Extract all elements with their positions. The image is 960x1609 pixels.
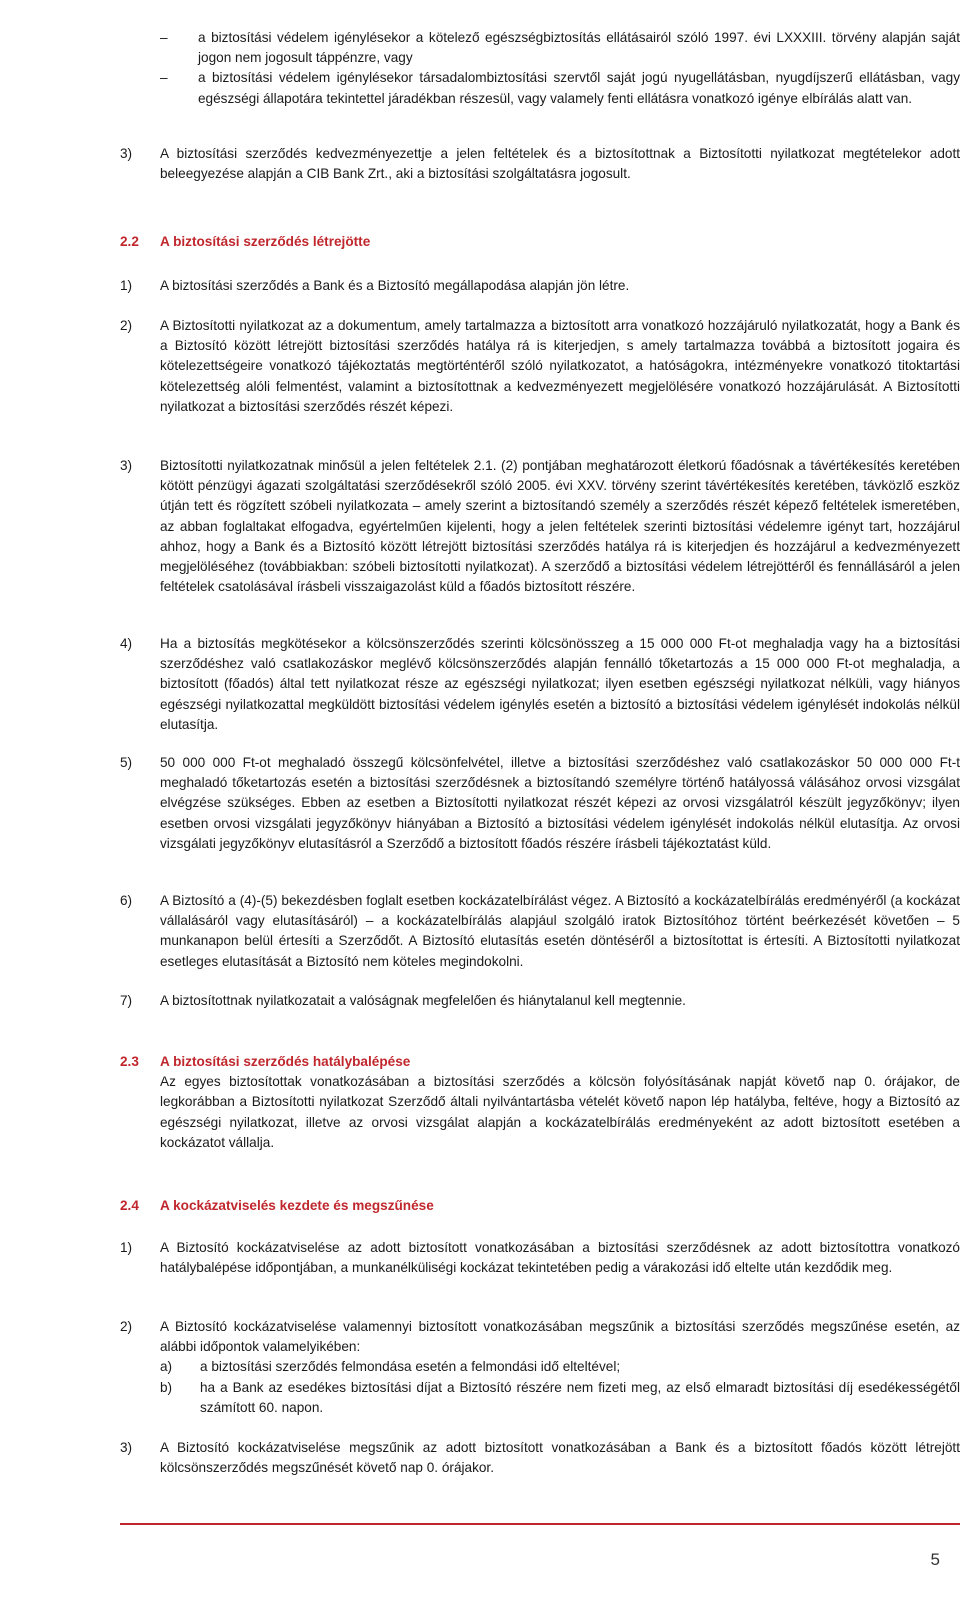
- sub-list-item: [160, 1357, 960, 1377]
- section-heading-2-2: [120, 232, 370, 252]
- list-item: [120, 634, 960, 735]
- list-item: [160, 28, 960, 68]
- list-item: [120, 991, 960, 1011]
- section-heading-2-4: [120, 1196, 434, 1216]
- list-item: [160, 68, 960, 108]
- dash-mark: –: [160, 30, 168, 45]
- list-item: [120, 144, 960, 184]
- item-text: A Biztosító a (4)-(5) bekezdésben foglalt esetben kockázatelbírálást végez. A Biztosító a kockázatelbírálás eredményéről (a kockázat vállalásáról vagy elutasításáról) – a kockázatelbírálás alapjául szolgáló iratok Biztosítóhoz történt beérkezését követően – 5 munkanapon belül értesíti a Szerződőt. A Biztosító elutasítás esetén döntéséről a biztosítottat is értesíti. A Biztosítotti nyilatkozat esetleges elutasítását a Biztosító nem köteles megindokolni.: [160, 893, 960, 969]
- section-title: A biztosítási szerződés létrejötte: [160, 234, 371, 249]
- section-2-4-item-3: [120, 1438, 960, 1478]
- sub-item-letter: a): [160, 1359, 173, 1375]
- sub-list-item: [160, 1378, 960, 1418]
- list-item: [120, 891, 960, 972]
- item-text: A Biztosító kockázatviselése az adott biztosított vonatkozásában a biztosítási szerződésnek az adott biztosítottra vonatkozó hatálybalépése időpontjában, a munkanélküliségi kockázat tekintetében pedig a várakozási idő eltelte után kezdődik meg.: [160, 1240, 960, 1276]
- section-2-4-item-1: [120, 1238, 960, 1278]
- section-2-2-item-4: [120, 634, 960, 735]
- list-item: [120, 1438, 960, 1478]
- item-text: 50 000 000 Ft-ot meghaladó összegű kölcsönfelvétel, illetve a biztosítási szerződéshez való csatlakozáskor 50 000 000 Ft-t meghaladó tőketartozás esetén a biztosítási szerződésnek a biztosítandó személyre történő hatályossá válásához orvosi vizsgálat elvégzése szükséges. Ebben az esetben a Biztosítotti nyilatkozat részét képezi az orvosi vizsgálatról készült jegyzőkönyv; ilyen esetben orvosi vizsgálati jegyzőkönyv hiányában a Biztosító a biztosítási védelem igénylését indokolás nélkül elutasítja. Az orvosi vizsgálati jegyzőkönyv elutasításról a Szerződő a biztosított főadós részére írásbeli tájékoztatást küld.: [160, 755, 960, 851]
- section-2-2-item-3: [120, 456, 960, 597]
- list-item-text: a biztosítási védelem igénylésekor társadalombiztosítási szervtől saját jogú nyugellátásban, nyugdíjszerű ellátásban, vagy egészségi állapotára tekintettel járadékban részesül, vagy valamely fenti ellátásra vonatkozó igénye elbírálás alatt van.: [198, 70, 960, 106]
- item-number: 1): [120, 1240, 133, 1255]
- page-number: 5: [930, 1550, 940, 1569]
- list-item: [120, 753, 960, 854]
- item-number: 3): [120, 1440, 133, 1455]
- item-text: A biztosítottnak nyilatkozatait a valóságnak megfelelően és hiánytalanul kell megtennie.: [160, 993, 686, 1008]
- intro-dash-list: [160, 28, 960, 109]
- item-number: 3): [120, 458, 133, 473]
- item-text: A biztosítási szerződés a Bank és a Biztosító megállapodása alapján jön létre.: [160, 278, 630, 293]
- list-item: [120, 456, 960, 597]
- item-text: A biztosítási szerződés kedvezményezettje a jelen feltételek és a biztosítottnak a Biztosítotti nyilatkozat megtételekor adott beleegyezése alapján a CIB Bank Zrt., aki a biztosítási szolgáltatásra jogosult.: [160, 146, 960, 182]
- list-item: [120, 1238, 960, 1278]
- sub-item-text: a biztosítási szerződés felmondása esetén a felmondási idő elteltével;: [200, 1359, 621, 1375]
- item-text: A Biztosító kockázatviselése valamennyi biztosított vonatkozásában megszűnik a biztosítási szerződés megszűnése esetén, az alábbi időpontok valamelyikében:: [160, 1319, 960, 1355]
- section-text: Az egyes biztosítottak vonatkozásában a biztosítási szerződés a kölcsön folyósításának napját követő nap 0. órájakor, de legkorábban a Biztosítotti nyilatkozat Szerződő általi nyilvántartásba vételét követő napon lép hatályba, feltéve, hogy a Biztosító az egészségi nyilatkozat, illetve az orvosi vizsgálat alapján a kockázatelbírálás eredményeként az adott biztosított esetében a kockázatot vállalja.: [160, 1074, 960, 1150]
- section-2-4-item-2: [120, 1317, 960, 1418]
- section-2-2-item-7: [120, 991, 960, 1011]
- item-number: 2): [120, 1319, 133, 1334]
- section-2-3: [120, 1052, 960, 1153]
- item-text: Biztosítotti nyilatkozatnak minősül a jelen feltételek 2.1. (2) pontjában meghatározott életkorú főadósnak a távértékesítés keretében kötött pénzügyi ágazati szolgáltatási szerződésekről szóló 2005. évi XXV. törvény szerint távértékesítés keretében, távközlő eszköz útján tett és rögzített szóbeli nyilatkozata – amely szerint a biztosítandó személy a szerződés részét képező feltételek ismeretében, az abban foglaltakat elfogadva, egyértelműen kijelenti, hogy a jelen feltételek szerinti biztosítási védelemre igényt tart, hozzájárul ahhoz, hogy a Bank és a Biztosító között létrejött biztosítási szerződés hatálya rá is kiterjedjen és hozzájárul a kedvezményezett megjelöléséhez (továbbiakban: szóbeli biztosítotti nyilatkozat). A szerződő a biztosítási védelem létrejöttéről és fennállásáról a jelen feltételek csatolásával írásbeli visszaigazolást küld a főadós biztosított részére.: [160, 458, 960, 595]
- section-number: 2.2: [120, 234, 139, 249]
- list-item: [120, 1317, 960, 1418]
- section-number: 2.3: [120, 1054, 139, 1069]
- section-number: 2.4: [120, 1198, 139, 1213]
- item-number: 5): [120, 755, 133, 770]
- item-number: 7): [120, 993, 133, 1008]
- section-title: A biztosítási szerződés hatálybalépése: [160, 1054, 411, 1069]
- item-number: 2): [120, 318, 133, 333]
- item-text: A Biztosítotti nyilatkozat az a dokumentum, amely tartalmazza a biztosított arra vonatkozó hozzájáruló nyilatkozatát, hogy a Bank és a Biztosító között létrejött biztosítási szerződés hatálya rá is kiterjedjen, s amely tartalmazza továbbá a biztosított jogaira és kötelezettségeire vonatkozó tájékoztatás megtörténtéről szóló nyilatkozatot, a hatóságokra, intézményekre vonatkozó titoktartási kötelezettség alóli felmentést, valamint a biztosítottnak a kedvezményezett megjelölésére vonatkozó hozzájárulását. A Biztosítotti nyilatkozat a biztosítási szerződés részét képezi.: [160, 318, 960, 414]
- item-number: 3): [120, 146, 133, 161]
- section-title: A kockázatviselés kezdete és megszűnése: [160, 1198, 434, 1213]
- list-item-text: a biztosítási védelem igénylésekor a kötelező egészségbiztosítás ellátásairól szóló 1997. évi LXXXIII. törvény alapján saját jogon nem jogosult táppénzre, vagy: [198, 30, 960, 66]
- intro-item-3: [120, 144, 960, 184]
- section-2-2-item-5: [120, 753, 960, 854]
- item-text: Ha a biztosítás megkötésekor a kölcsönszerződés szerinti kölcsönösszeg a 15 000 000 Ft-ot meghaladja vagy ha a biztosítási szerződéshez való csatlakozáskor meglévő kölcsönszerződés alapján fennálló tőketartozás a 15 000 000 Ft-ot meghaladja, a biztosított (főadós) által tett nyilatkozat része az egészségi nyilatkozat; ilyen esetben egészségi nyilatkozat nélküli, vagy hiányos egészségi nyilatkozattal megküldött biztosítási védelem igénylés esetén a biztosító a biztosítási védelem igénylését indokolás nélkül elutasítja.: [160, 636, 960, 732]
- section-2-2-item-1: [120, 276, 960, 296]
- item-text: A Biztosító kockázatviselése megszűnik az adott biztosított vonatkozásában a Bank és a biztosított főadós között létrejött kölcsönszerződés megszűnését követő nap 0. órájakor.: [160, 1440, 960, 1476]
- sub-item-text: ha a Bank az esedékes biztosítási díjat a Biztosító részére nem fizeti meg, az első elmaradt biztosítási díj esedékességétől számított 60. napon.: [200, 1379, 960, 1415]
- list-item: [120, 316, 960, 417]
- item-number: 1): [120, 278, 133, 293]
- sub-item-letter: b): [160, 1379, 173, 1395]
- section-2-2-item-6: [120, 891, 960, 972]
- section-2-3-block: [120, 1052, 960, 1153]
- footer-rule: [120, 1523, 960, 1525]
- list-item: [120, 276, 960, 296]
- item-number: 6): [120, 893, 133, 908]
- dash-mark: –: [160, 70, 168, 86]
- item-number: 4): [120, 636, 133, 651]
- section-2-2-item-2: [120, 316, 960, 417]
